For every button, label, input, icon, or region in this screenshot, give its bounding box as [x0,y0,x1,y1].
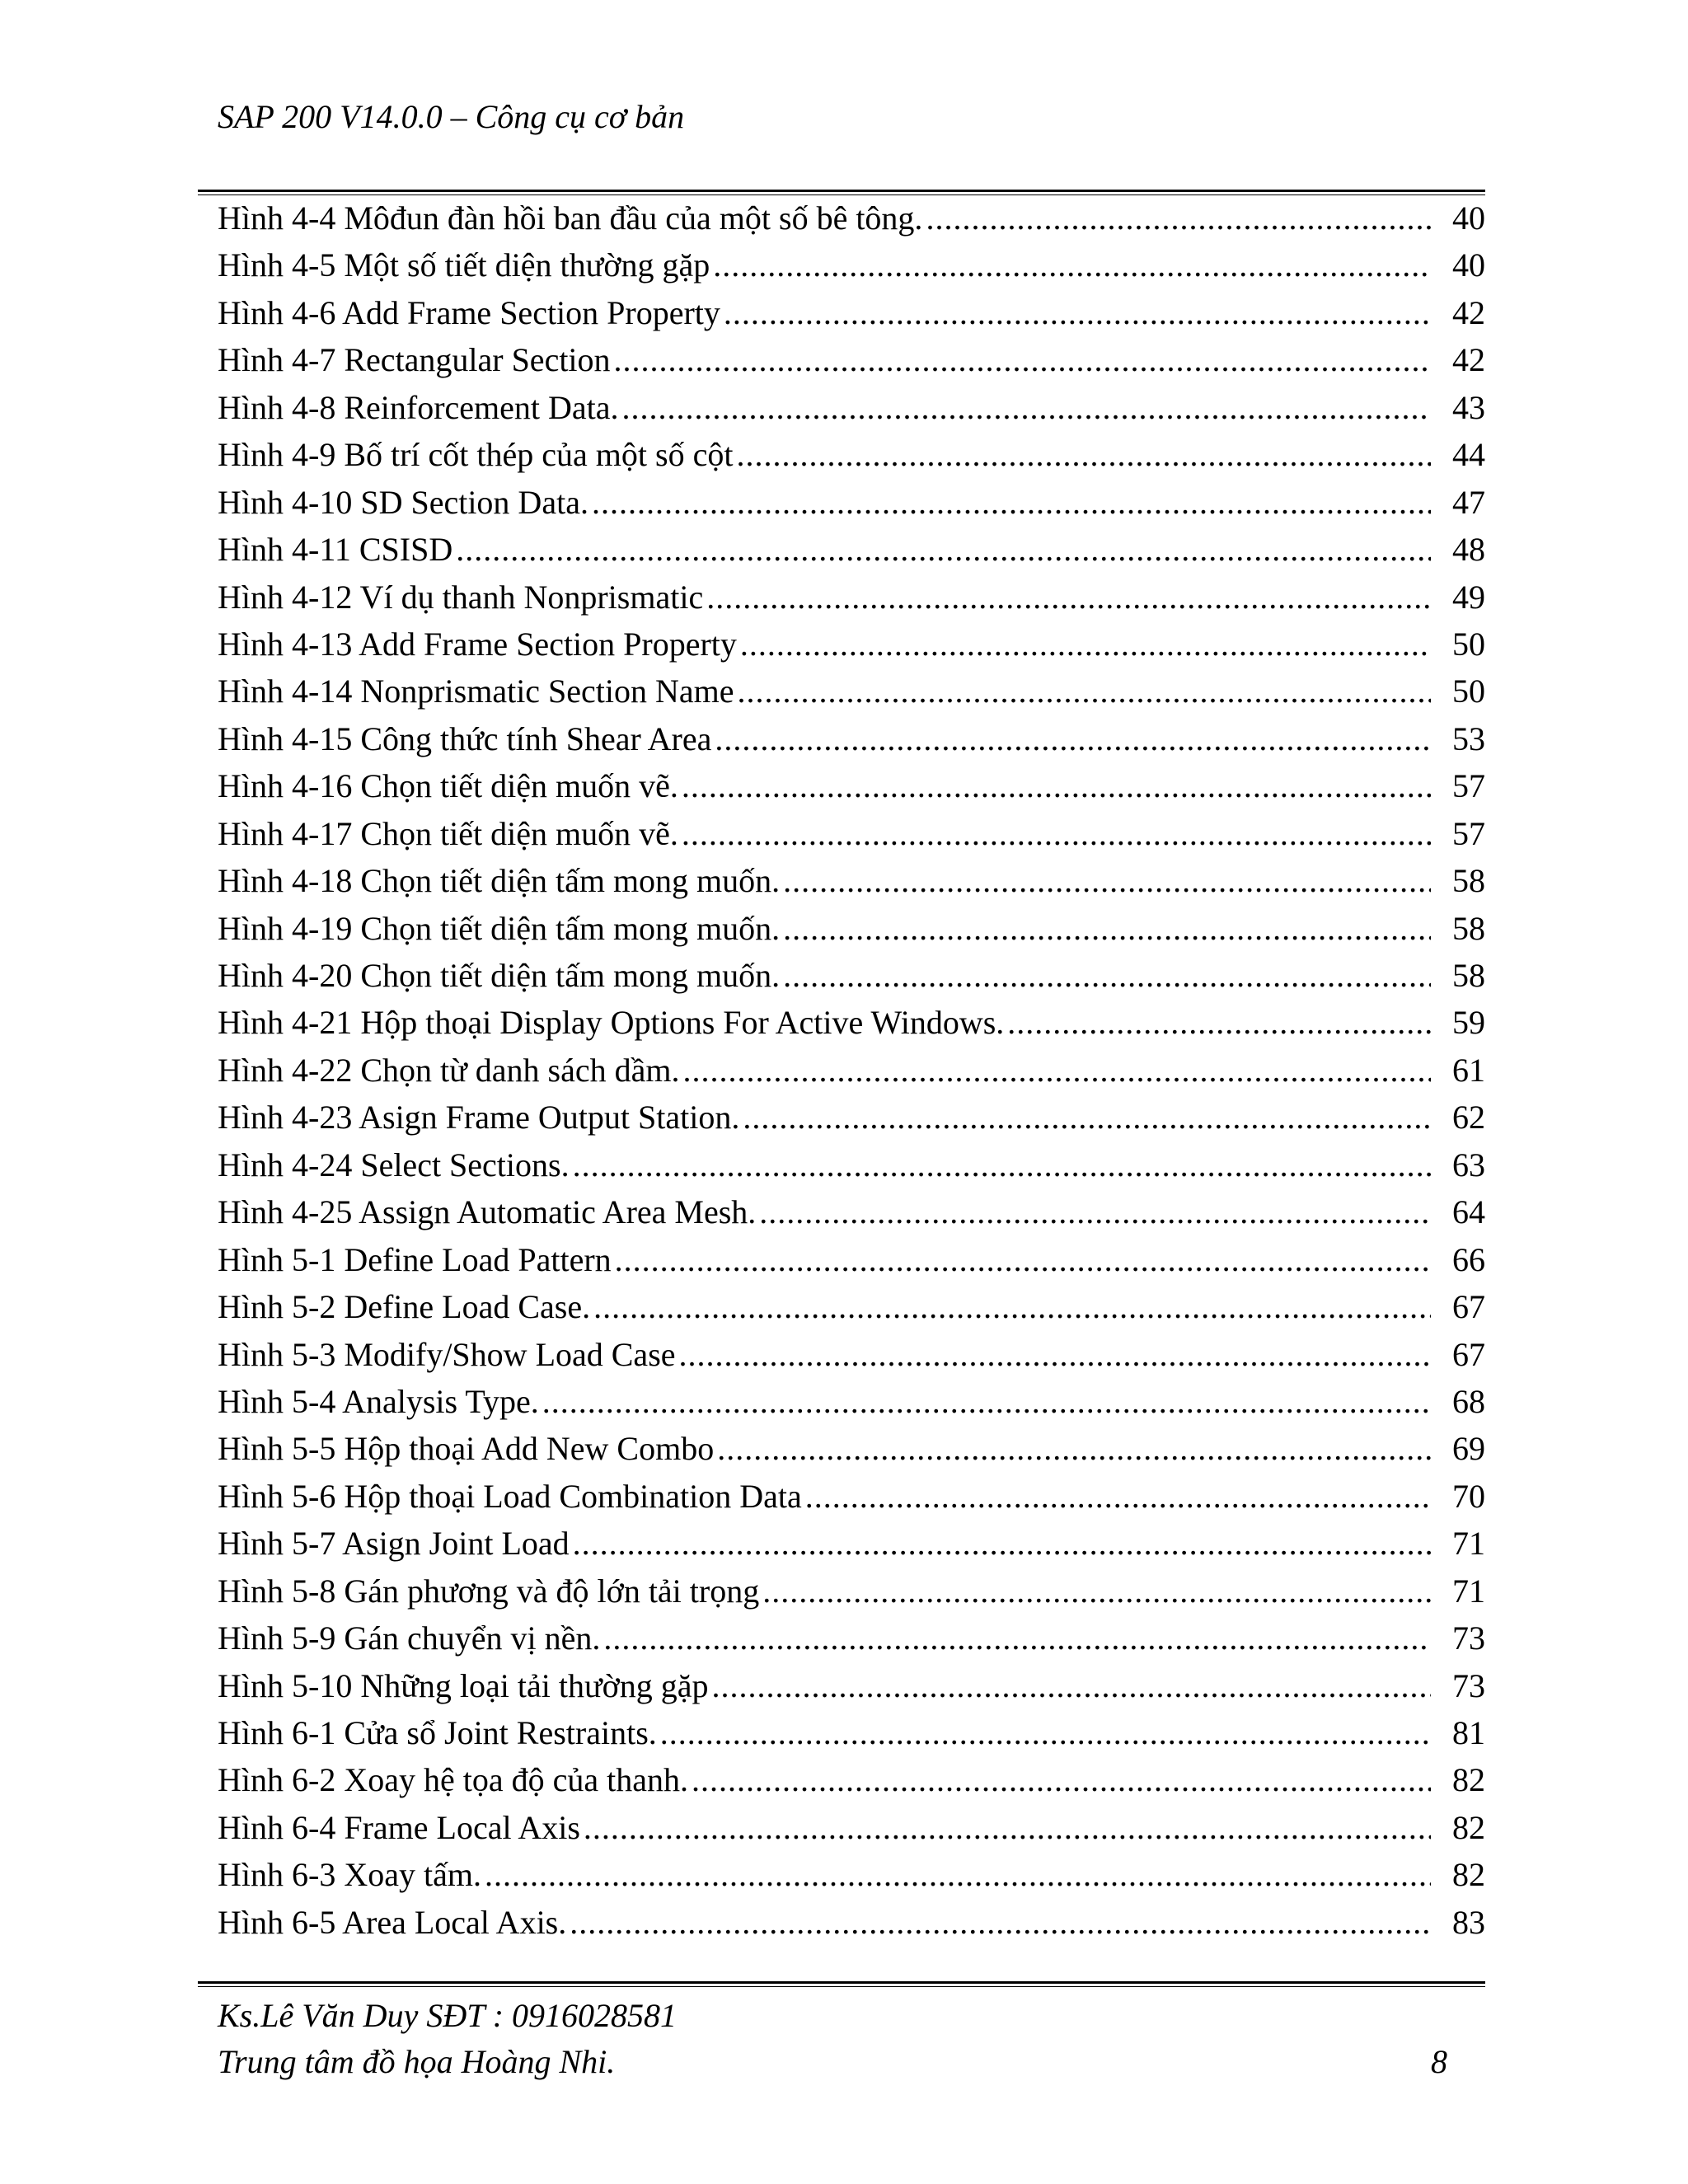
toc-entry-page: 68 [1452,1382,1485,1420]
toc-entry-page: 64 [1452,1193,1485,1231]
toc-dot-leader [738,668,1431,715]
toc-dot-leader [592,479,1431,526]
toc-entry[interactable] [218,479,1485,526]
toc-entry[interactable] [218,952,1485,999]
toc-entry-label: Hình 4-9 Bố trí cốt thép của một số cột [218,436,734,474]
toc-entry[interactable] [218,1709,1485,1756]
toc-entry-label: Hình 4-15 Công thức tính Shear Area [218,719,712,757]
toc-entry-page: 57 [1452,767,1485,805]
toc-dot-leader [593,1283,1431,1330]
toc-entry[interactable] [218,1899,1485,1946]
toc-dot-leader [622,384,1431,431]
toc-dot-leader [783,857,1431,904]
toc-entry[interactable] [218,336,1485,383]
toc-dot-leader [783,905,1431,952]
toc-entry-page: 59 [1452,1004,1485,1042]
toc-entry[interactable] [218,1283,1485,1330]
footer-org-line [218,2039,1447,2085]
toc-dot-leader [682,762,1431,809]
toc-entry-page: 58 [1452,862,1485,900]
toc-dot-leader [614,336,1431,383]
toc-entry-page: 50 [1452,673,1485,710]
toc-entry-label: Hình 5-5 Hộp thoại Add New Combo [218,1430,715,1468]
footer-rule [198,1981,1485,1987]
toc-entry-page: 42 [1452,293,1485,331]
toc-entry-page: 69 [1452,1430,1485,1468]
toc-entry-label: Hình 6-1 Cửa sổ Joint Restraints. [218,1714,657,1751]
toc-dot-leader [736,431,1431,478]
toc-entry-page: 40 [1452,199,1485,237]
toc-dot-leader [584,1804,1431,1851]
toc-dot-leader [683,1047,1432,1094]
toc-entry[interactable] [218,574,1485,621]
toc-dot-leader [717,1425,1431,1472]
footer-page-number: 8 [1431,2043,1447,2080]
page-footer [218,1993,1447,2085]
toc-entry-label: Hình 4-14 Nonprismatic Section Name [218,673,734,710]
toc-entry-label: Hình 4-19 Chọn tiết diện tấm mong muốn. [218,909,781,947]
toc-dot-leader [573,1520,1431,1567]
toc-entry[interactable] [218,1236,1485,1283]
toc-entry-label: Hình 5-9 Gán chuyển vị nền. [218,1619,601,1657]
toc-dot-leader [570,1899,1431,1946]
toc-dot-leader [573,1141,1431,1188]
toc-entry-label: Hình 4-6 Add Frame Section Property [218,293,720,331]
toc-entry[interactable] [218,431,1485,478]
table-of-figures [218,194,1485,1946]
toc-entry[interactable] [218,1473,1485,1520]
toc-dot-leader [1007,999,1431,1046]
toc-entry[interactable] [218,621,1485,668]
toc-entry-label: Hình 5-1 Define Load Pattern [218,1240,612,1278]
toc-dot-leader [706,574,1431,621]
toc-entry-page: 81 [1452,1714,1485,1751]
toc-entry-page: 47 [1452,483,1485,521]
toc-dot-leader [926,194,1431,241]
toc-entry-label: Hình 4-5 Một số tiết diện thường gặp [218,246,710,284]
toc-dot-leader [603,1615,1431,1661]
toc-entry-label: Hình 6-4 Frame Local Axis [218,1808,580,1846]
toc-entry[interactable] [218,668,1485,715]
footer-author: Ks.Lê Văn Duy SĐT : 0916028581 [218,1997,678,2034]
toc-entry-label: Hình 5-7 Asign Joint Load [218,1525,570,1563]
footer-organization: Trung tâm đồ họa Hoàng Nhi. [218,2043,616,2080]
toc-entry-label: Hình 5-10 Những loại tải thường gặp [218,1666,709,1704]
toc-entry-label: Hình 4-4 Môđun đàn hồi ban đầu của một số bê tông. [218,199,923,237]
toc-entry-page: 49 [1452,578,1485,616]
toc-entry-page: 67 [1452,1288,1485,1326]
toc-entry-page: 43 [1452,388,1485,426]
toc-dot-leader [740,621,1431,668]
toc-entry-label: Hình 4-24 Select Sections. [218,1146,570,1183]
toc-entry-label: Hình 4-8 Reinforcement Data. [218,388,619,426]
toc-entry[interactable] [218,1094,1485,1141]
toc-dot-leader [759,1188,1431,1235]
toc-dot-leader [805,1473,1431,1520]
toc-entry-label: Hình 6-5 Area Local Axis. [218,1903,567,1941]
toc-entry[interactable] [218,1804,1485,1851]
toc-entry-label: Hình 5-2 Define Load Case. [218,1288,591,1326]
toc-dot-leader [724,289,1431,336]
toc-entry-label: Hình 4-13 Add Frame Section Property [218,625,737,663]
toc-entry[interactable] [218,1520,1485,1567]
toc-entry-label: Hình 4-10 SD Section Data. [218,483,588,521]
toc-dot-leader [682,810,1431,857]
toc-dot-leader [713,241,1431,288]
toc-entry-page: 58 [1452,909,1485,947]
toc-dot-leader [660,1709,1431,1756]
toc-entry[interactable] [218,905,1485,952]
toc-entry-page: 83 [1452,1903,1485,1941]
footer-author-line [218,1993,1447,2039]
toc-entry-page: 42 [1452,341,1485,379]
toc-entry-label: Hình 6-3 Xoay tấm. [218,1856,481,1894]
toc-entry-page: 82 [1452,1761,1485,1799]
toc-dot-leader [542,1378,1431,1425]
toc-entry-label: Hình 4-16 Chọn tiết diện muốn vẽ. [218,767,678,805]
toc-entry[interactable] [218,1141,1485,1188]
toc-entry-label: Hình 5-3 Modify/Show Load Case [218,1335,676,1373]
toc-entry-label: Hình 4-21 Hộp thoại Display Options For Active Windows. [218,1004,1005,1042]
toc-entry-page: 66 [1452,1240,1485,1278]
toc-entry[interactable] [218,762,1485,809]
toc-dot-leader [715,715,1431,762]
toc-entry-page: 50 [1452,625,1485,663]
toc-entry-label: Hình 5-6 Hộp thoại Load Combination Data [218,1477,802,1515]
toc-dot-leader [679,1331,1431,1378]
toc-entry[interactable] [218,1331,1485,1378]
toc-entry[interactable] [218,384,1485,431]
toc-entry-page: 67 [1452,1335,1485,1373]
toc-entry[interactable] [218,715,1485,762]
toc-dot-leader [783,952,1431,999]
toc-dot-leader [456,526,1431,573]
toc-entry-page: 57 [1452,814,1485,852]
toc-entry-page: 73 [1452,1619,1485,1657]
toc-entry[interactable] [218,1188,1485,1235]
toc-entry[interactable] [218,1047,1485,1094]
toc-entry[interactable] [218,1756,1485,1803]
toc-entry-label: Hình 4-22 Chọn từ danh sách dầm. [218,1051,680,1089]
toc-entry[interactable] [218,241,1485,288]
toc-dot-leader [615,1236,1431,1283]
toc-entry-page: 73 [1452,1666,1485,1704]
toc-entry-label: Hình 5-4 Analysis Type. [218,1382,539,1420]
toc-entry-page: 48 [1452,531,1485,569]
toc-entry-label: Hình 4-12 Ví dụ thanh Nonprismatic [218,578,704,616]
toc-entry[interactable] [218,810,1485,857]
toc-entry[interactable] [218,1568,1485,1615]
toc-entry-page: 71 [1452,1572,1485,1610]
toc-entry[interactable] [218,857,1485,904]
toc-entry-page: 44 [1452,436,1485,474]
page-header-title: SAP 200 V14.0.0 – Công cụ cơ bản [218,98,685,135]
toc-entry-label: Hình 4-17 Chọn tiết diện muốn vẽ. [218,814,678,852]
toc-dot-leader [712,1662,1431,1709]
toc-entry[interactable] [218,1378,1485,1425]
toc-dot-leader [762,1568,1431,1615]
toc-entry-page: 61 [1452,1051,1485,1089]
toc-entry-page: 58 [1452,957,1485,994]
toc-entry[interactable] [218,194,1485,241]
toc-entry-page: 82 [1452,1808,1485,1846]
toc-entry-label: Hình 4-18 Chọn tiết diện tấm mong muốn. [218,862,781,900]
toc-entry[interactable] [218,526,1485,573]
toc-entry-page: 63 [1452,1146,1485,1183]
toc-entry[interactable] [218,1425,1485,1472]
toc-entry-label: Hình 4-20 Chọn tiết diện tấm mong muốn. [218,957,781,994]
toc-entry-label: Hình 6-2 Xoay hệ tọa độ của thanh. [218,1761,688,1799]
toc-entry-label: Hình 4-7 Rectangular Section [218,341,611,379]
toc-entry-page: 70 [1452,1477,1485,1515]
toc-entry[interactable] [218,1615,1485,1661]
toc-entry-page: 62 [1452,1099,1485,1137]
toc-entry-label: Hình 5-8 Gán phương và độ lớn tải trọng [218,1572,760,1610]
toc-entry[interactable] [218,1662,1485,1709]
toc-dot-leader [485,1851,1431,1898]
toc-dot-leader [743,1094,1431,1141]
toc-entry[interactable] [218,289,1485,336]
toc-entry-label: Hình 4-25 Assign Automatic Area Mesh. [218,1193,757,1231]
toc-entry[interactable] [218,999,1485,1046]
toc-entry-label: Hình 4-23 Asign Frame Output Station. [218,1099,740,1137]
toc-entry-page: 82 [1452,1856,1485,1894]
toc-dot-leader [692,1756,1431,1803]
toc-entry-page: 71 [1452,1525,1485,1563]
toc-entry-page: 53 [1452,719,1485,757]
toc-entry[interactable] [218,1851,1485,1898]
toc-entry-label: Hình 4-11 CSISD [218,531,453,569]
toc-entry-page: 40 [1452,246,1485,284]
